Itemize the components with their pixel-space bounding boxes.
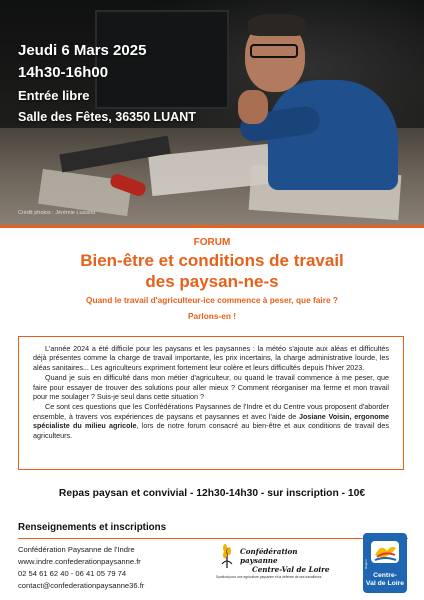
contact-org: Confédération Paysanne de l'Indre: [18, 545, 135, 554]
glasses-icon: [250, 44, 298, 58]
event-date: Jeudi 6 Mars 2025: [18, 42, 147, 59]
paragraph-3: [33, 402, 389, 440]
monitor-illustration: [95, 10, 229, 109]
contact-phone: 02 54 61 62 40 - 06 41 05 79 74: [18, 569, 127, 578]
region-name-line-1: Centre-: [373, 572, 397, 579]
description-box: [18, 336, 404, 470]
paragraph-3-end: , lors de notre forum consacré au bien-être et aux conditions de travail des agriculteurs.: [33, 421, 389, 440]
wheat-icon: [220, 542, 234, 568]
farmer-hand: [238, 90, 268, 124]
contact-website-link[interactable]: www.indre.confederationpaysanne.fr: [18, 557, 141, 566]
speaker-name: Josiane Voisin, ergonome spécialiste du milieu agricole: [33, 411, 389, 431]
page-title: [0, 250, 424, 292]
cp-name: [240, 547, 334, 574]
paragraph-1: L'année 2024 a été difficile pour les paysans et les paysannes : la météo s'ajoute aux aléas et difficultés déjà présentes comme la charge de travail importante, les prix incertains, la charge administrative lourde, les aléas sanitaires... Les agriculteurs expriment fortement leur colère et leurs difficultés depuis l'hiver 2023.: [33, 344, 389, 372]
hero-photo: [0, 0, 424, 225]
title-line-1: Bien-être et conditions de travail: [80, 251, 344, 270]
region-centre-logo: [363, 533, 407, 593]
photo-credit: Crédit photos : Jérémie Lussiou: [18, 210, 96, 216]
title-line-2: des paysan-ne-s: [145, 272, 279, 291]
subtitle: Quand le travail d'agriculteur-ice commence à peser, que faire ?: [86, 295, 338, 305]
region-side-label: Région: [364, 559, 368, 569]
contact-heading: Renseignements et inscriptions: [18, 522, 167, 533]
cp-tagline: Syndicat pour une agriculture paysanne et la défense de ses travailleurs: [216, 575, 322, 579]
cp-name-line-1: Confédération paysanne: [240, 547, 298, 565]
confederation-paysanne-logo: [214, 540, 334, 582]
contact-email-link[interactable]: contact@confederationpaysanne36.fr: [18, 581, 145, 590]
subtitle-call: Parlons-en !: [188, 311, 236, 321]
farmer-hair: [248, 14, 306, 36]
event-time: 14h30-16h00: [18, 64, 109, 81]
paragraph-2: Quand je suis en difficulté dans mon métier d'agriculteur, ou quand le travail commence à me peser, que faire pour essayer de trouver des solutions pour aller mieux ? Comment réorganiser ma ferme et mon travail pour me soulager ? Suis-je seul dans cette situation ?: [33, 373, 389, 402]
region-emblem-icon: [369, 539, 401, 565]
lunch-info: Repas paysan et convivial - 12h30-14h30 - sur inscription - 10€: [58, 488, 366, 499]
cp-name-line-2: Centre-Val de Loire: [252, 565, 330, 574]
event-entry: Entrée libre: [18, 88, 90, 103]
accent-divider: [0, 225, 424, 228]
paragraph-3-start: Ce sont ces questions que les Confédérations Paysannes de l'Indre et du Centre vous proposent d'aborder ensemble, à travers vos expériences de paysans et paysannes et avec l'aide de: [33, 402, 389, 421]
contact-divider: [18, 538, 408, 539]
forum-label: FORUM: [193, 237, 231, 248]
region-name-line-2: Val de Loire: [365, 580, 405, 587]
event-place: Salle des Fêtes, 36350 LUANT: [18, 110, 196, 124]
